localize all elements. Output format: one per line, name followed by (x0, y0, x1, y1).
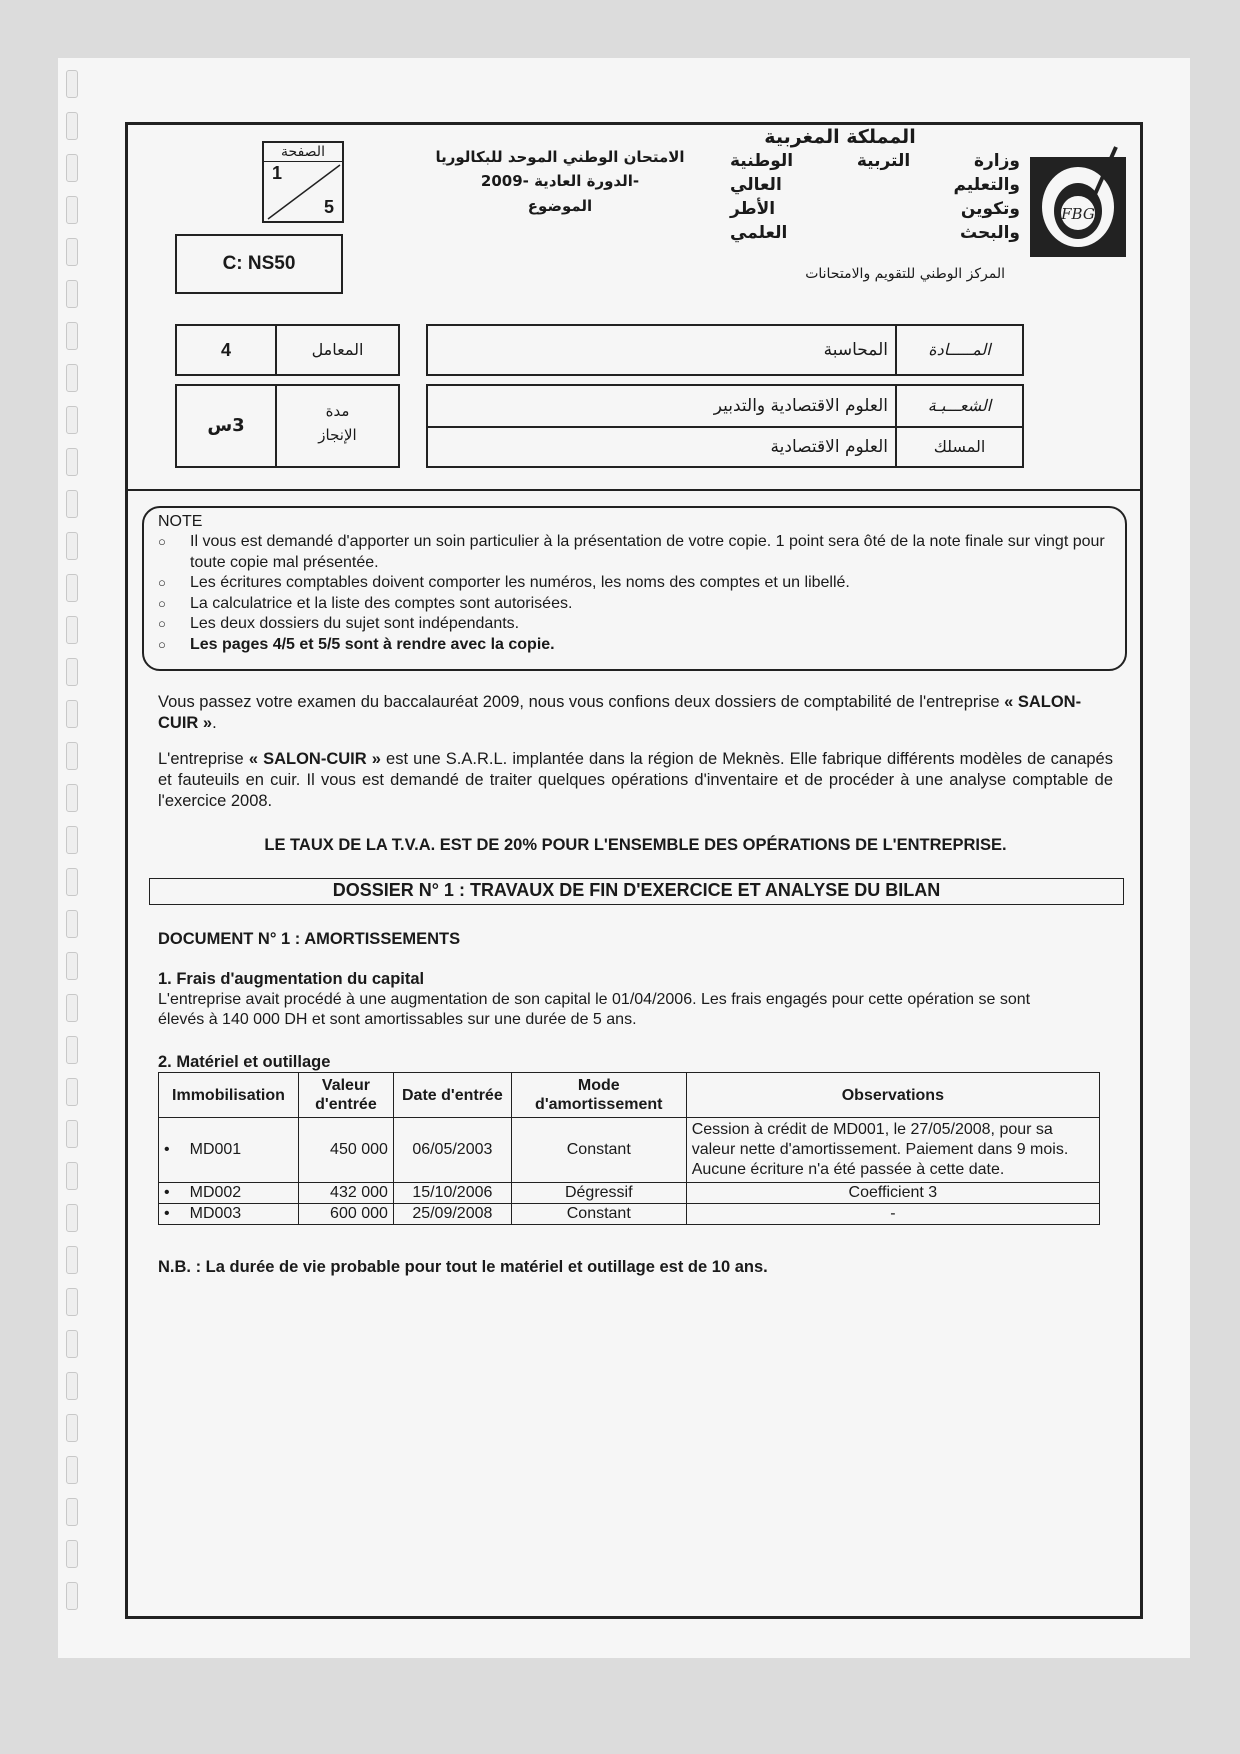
ministry-line-2: والتعليم العالي (730, 175, 1020, 195)
cell-observations: Coefficient 3 (686, 1183, 1099, 1204)
subject-value: المحاسبة (823, 340, 888, 360)
duration-value: 3س (177, 386, 277, 466)
ministry-line-1: وزارة التربية الوطنية (730, 151, 1020, 171)
note-item: ○ La calculatrice et la liste des comptes sont autorisées. (158, 594, 1111, 615)
track-label: المسلك (933, 437, 986, 456)
page-total: 5 (323, 197, 334, 217)
nb-note: N.B. : La durée de vie probable pour tout le matériel et outillage est de 10 ans. (158, 1258, 768, 1276)
binding-holes (66, 70, 80, 1670)
note-list (158, 532, 1111, 655)
section-1-title: 1. Frais d'augmentation du capital (158, 970, 425, 988)
track-value: العلوم الاقتصادية (770, 437, 888, 457)
exam-code: C: NS50 (175, 234, 343, 294)
ministry-line-3: وتكوين الأطر (730, 199, 1020, 219)
note-item: ○ Les deux dossiers du sujet sont indépendants. (158, 614, 1111, 635)
cell-valeur: 600 000 (298, 1204, 393, 1225)
table-row (159, 1183, 1100, 1204)
document-title: DOCUMENT N° 1 : AMORTISSEMENTS (158, 930, 461, 948)
branch-label: الشعـــبـة (927, 396, 992, 415)
header-date: Date d'entrée (393, 1073, 511, 1118)
coefficient-label: المعامل (311, 340, 364, 359)
ministry-logo (1028, 145, 1130, 260)
header-observations: Observations (686, 1073, 1099, 1118)
exam-subject: الموضوع (527, 197, 593, 215)
intro-paragraph-1: Vous passez votre examen du baccalauréat 2009, nous vous confions deux dossiers de comptabilité de l'entreprise « SALON-CUIR ». (158, 693, 1082, 732)
page-indicator (262, 141, 344, 223)
coefficient-value: 4 (177, 326, 277, 374)
dossier-title: DOSSIER N° 1 : TRAVAUX DE FIN D'EXERCICE ET ANALYSE DU BILAN (149, 878, 1124, 905)
header-mode: Mode d'amortissement (511, 1073, 686, 1118)
cell-immobilisation: • MD002 (159, 1183, 299, 1204)
cell-immobilisation: • MD001 (159, 1118, 299, 1183)
cell-mode: Constant (511, 1204, 686, 1225)
note-box (142, 506, 1127, 671)
duration-label-2: الإنجاز (318, 426, 357, 444)
page-number: 1 (272, 163, 283, 183)
cell-mode: Constant (511, 1118, 686, 1183)
duration-label-1: مدة (325, 402, 350, 420)
subject-label: المـــــادة (895, 326, 1022, 374)
tva-statement: LE TAUX DE LA T.V.A. EST DE 20% POUR L'ENSEMBLE DES OPÉRATIONS DE L'ENTREPRISE. (264, 836, 1007, 854)
cell-immobilisation: • MD003 (159, 1204, 299, 1225)
ministry-line-4: والبحث العلمي (730, 223, 1020, 243)
intro-paragraph-2: L'entreprise « SALON-CUIR » est une S.A.R.L. implantée dans la région de Meknès. Elle fabrique différents modèles de canapés et fauteuils en cuir. Il vous est demandé de traiter quelques opérations d'inventaire et de procéder à une analyse comptable de l'exercice 2008. (158, 750, 1113, 810)
note-title: NOTE (158, 513, 203, 530)
duration-box (175, 384, 400, 468)
table-header-row (159, 1073, 1100, 1118)
cell-observations: Cession à crédit de MD001, le 27/05/2008, pour sa valeur nette d'amortissement. Paiement dans 9 mois. Aucune écriture n'a été passée à cette date. (686, 1118, 1099, 1183)
cell-date: 15/10/2006 (393, 1183, 511, 1204)
branch-box (426, 384, 1024, 468)
table-row (159, 1204, 1100, 1225)
cell-observations: - (686, 1204, 1099, 1225)
header-divider (125, 489, 1143, 491)
coefficient-box (175, 324, 400, 376)
svg-text:FBG: FBG (1061, 205, 1095, 223)
cell-date: 25/09/2008 (393, 1204, 511, 1225)
cell-mode: Dégressif (511, 1183, 686, 1204)
cell-valeur: 450 000 (298, 1118, 393, 1183)
header-immobilisation: Immobilisation (159, 1073, 299, 1118)
page-label: الصفحة (264, 143, 342, 162)
header-valeur: Valeur d'entrée (298, 1073, 393, 1118)
exam-title: الامتحان الوطني الموحد للبكالوريا (435, 148, 685, 166)
note-item: ○ Les pages 4/5 et 5/5 sont à rendre avec la copie. (158, 635, 1111, 656)
cell-valeur: 432 000 (298, 1183, 393, 1204)
kingdom-title: المملكة المغربية (764, 126, 916, 148)
section-2-title: 2. Matériel et outillage (158, 1053, 331, 1071)
note-item: ○ Il vous est demandé d'apporter un soin particulier à la présentation de votre copie. 1 point sera ôté de la note finale sur vingt pour toute copie mal présentée. (158, 532, 1111, 573)
evaluation-center: المركز الوطني للتقويم والامتحانات (805, 266, 1005, 282)
cell-date: 06/05/2003 (393, 1118, 511, 1183)
branch-value: العلوم الاقتصادية والتدبير (713, 396, 888, 416)
exam-session: -الدورة العادية -2009 (480, 172, 640, 190)
note-item: ○ Les écritures comptables doivent comporter les numéros, les noms des comptes et un libellé. (158, 573, 1111, 594)
subject-box (426, 324, 1024, 376)
table-row (159, 1118, 1100, 1183)
section-1-text: L'entreprise avait procédé à une augmentation de son capital le 01/04/2006. Les frais engagés pour cette opération se sont élevés à 140 000 DH et sont amortissables sur une durée de 5 ans. (158, 991, 1031, 1028)
equipment-table (158, 1072, 1100, 1225)
